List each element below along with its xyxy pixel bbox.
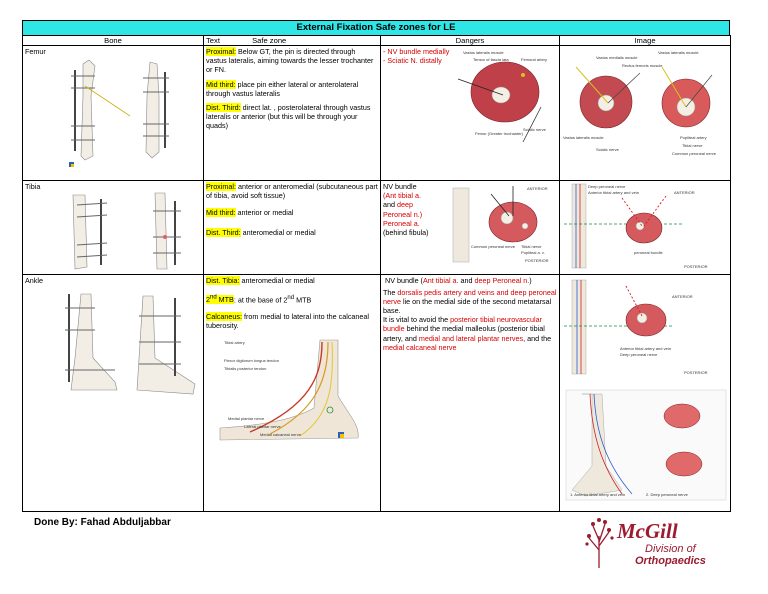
ankle-d-vital: It is vital to avoid the [383,315,451,325]
tibia-dist-text: anteromedial or medial [240,227,316,237]
tibia-img-posterior: POSTERIOR [684,264,708,269]
logo-line1: Division of [645,543,696,555]
ankle-fixator-illustration [25,286,201,406]
femur-cs-label-femur: Femur (Greater trochanter) [475,131,524,136]
ankle-image-illustration [562,276,728,506]
femur-mid-tag: Mid third: [206,79,236,89]
sheet-title: External Fixation Safe zones for LE [22,20,730,35]
header-safe-zone: Safe zone [252,36,287,45]
ankle-d-and: and [458,276,475,286]
header-dangers: Dangers [381,36,560,46]
ankle-dangers-cell [381,275,560,512]
femur-image-illustration [562,47,728,165]
ankle-mtb-sup: nd [210,294,217,301]
tibia-label: Tibia [25,182,41,191]
tibia-cs-posterior: POSTERIOR [525,258,549,263]
femur-img-label-4: Vastus lateralis muscle [563,135,604,140]
femur-dist-text: direct lat. , posterolateral through vastus lateralis or anterior (but this will be through your quads) [206,103,371,131]
ankle-d-calc: medial calcaneal nerve [383,342,457,352]
header-bone: Bone [23,36,204,46]
ankle-fig-tp: Tibialis posterior tendon [224,365,267,371]
ankle-img-posterior: POSTERIOR [684,370,708,376]
ankle-bone-cell [23,275,204,512]
femur-cs-label-tfl: Tensor of fascia lata [473,57,509,62]
ankle-d-dorsalis: dorsalis pedis artery and veins and deep peroneal nerve [383,287,557,306]
header-image: Image [560,36,731,46]
ankle-img-deep-peroneal: Deep peroneal nerve [620,352,658,358]
ankle-d-ant: Ant tibial a. [422,276,459,286]
ankle-medial-foot-illustration [210,336,380,448]
ankle-mtb-end: MTB [294,295,312,304]
tibia-danger-deep: deep Peroneal n.) [383,200,423,219]
femur-img-label-6: Popliteal artery [680,135,707,140]
tibia-cs-tibial: Tibial nerve [521,244,542,249]
femur-img-label-5: Sciatic nerve [596,147,619,152]
author-credit: Done By: Fahad Abduljabbar [34,517,171,528]
tibia-img-deep-peroneal: Deep peroneal nerve [588,184,626,189]
femur-fixator-illustration [25,56,201,168]
tibia-danger-and: and [383,200,395,210]
ankle-dist-text: anteromedial or medial [239,276,315,286]
femur-cross-section-illustration [453,47,557,147]
femur-img-label-2: Vastus lateralis muscle [658,50,699,55]
tibia-bone-cell [23,181,204,275]
ankle-mtb-text: : at the base of 2 [233,295,288,304]
ankle-image-cell [560,275,731,512]
ankle-d-andthe: , and the [523,333,552,343]
tibia-cs-cpn: Common peroneal nerve [471,244,516,249]
header-row [23,36,731,46]
tibia-img-peroneal-bundle: peroneal bundle [634,250,663,255]
ankle-calc-text: from medial to lateral into the calcaneal tuberosity. [206,312,370,331]
femur-safe-zone-cell [204,46,381,181]
tibia-fixator-illustration [25,191,201,271]
safe-zones-sheet [22,20,730,512]
femur-bone-cell [23,46,204,181]
tibia-image-illustration [562,182,728,270]
row-tibia [23,181,731,275]
femur-img-label-7: Tibial nerve [682,143,703,148]
femur-image-cell [560,46,731,181]
tibia-img-anterior: ANTERIOR [674,190,695,195]
ankle-img-ant-tibial: Anterior tibial artery and vein [620,346,671,352]
ankle-mtb-sup2: nd [287,294,295,301]
tibia-cross-section-illustration [443,182,555,266]
tibia-danger-peroneal: Peroneal a. [383,218,420,228]
tibia-danger-ant: (Ant tibial a. [383,191,421,201]
femur-proximal-text: Below GT, the pin is directed through vastus lateralis, aiming towards the lesser trochanter or FN. [206,47,374,75]
ankle-d-nv: NV bundle ( [385,276,423,286]
tibia-dangers-cell [381,181,560,275]
femur-danger-nv: - NV bundle medially [383,47,450,56]
logo-line2: Orthopaedics [635,555,706,567]
header-text-safe-zone [204,36,381,46]
tibia-mid-tag: Mid third: [206,208,236,218]
ankle-mtb-tag: MTB [216,295,234,304]
femur-label: Femur [25,47,46,56]
header-text: Text [206,36,220,45]
tibia-danger-behind: (behind fibula) [383,228,429,238]
row-femur [23,46,731,181]
ankle-d-lie: lie on the medial side of the second metatarsal base. [383,296,552,316]
ankle-img-anterior: ANTERIOR [672,294,693,300]
mcgill-logo [583,514,733,570]
safe-zones-table [22,35,731,512]
tibia-cs-anterior: ANTERIOR [527,186,548,191]
femur-proximal-tag: Proximal: [206,47,236,56]
femur-dist-tag: Dist. Third: [206,103,241,113]
ankle-d-close: ) [529,276,532,286]
femur-cs-label-sciatic: Sciatic nerve [523,127,546,132]
ankle-d-the: The [383,287,398,297]
ankle-fig-tibial-artery: Tibial artery [224,339,245,345]
tibia-mid-text: anterior or medial [235,208,294,218]
ankle-img-legend-2: 2. Deep peroneal nerve [646,492,688,498]
femur-img-label-3: Rectus femoris muscle [622,63,663,68]
ankle-dist-tag: Dist. Tibia: [206,276,240,286]
femur-danger-sciatic: - Sciatic N. distally [383,56,442,66]
tibia-cs-popliteal: Popliteal a. v. [521,250,545,255]
tibia-safe-zone-cell [204,181,381,275]
tibia-danger-head: NV bundle [383,182,417,191]
tibia-dist-tag: Dist. Third: [206,227,241,237]
ankle-d-ptnb: posterior tibial neurovascular bundle [383,315,543,334]
logo-name: McGill [617,519,678,543]
mcgill-tree-icon [583,514,733,570]
ankle-calc-tag: Calcaneus: [206,312,242,322]
ankle-img-legend-1: 1. Anterior tibial artery and vein [570,492,626,498]
femur-dangers-cell [381,46,560,181]
tibia-image-cell [560,181,731,275]
femur-img-label-8: Common peroneal nerve [672,151,717,156]
ankle-safe-zone-cell [204,275,381,512]
ankle-fig-mpn: Medial plantar nerve [228,415,265,421]
ankle-d-plantar: medial and lateral plantar nerves [418,333,524,343]
ankle-fig-mcn: Medial calcaneal nerve [260,431,301,437]
femur-img-label-1: Vastus medialis muscle [596,55,638,60]
ankle-d-deep: deep Peroneal n. [474,276,530,286]
tibia-proximal-tag: Proximal: [206,182,236,191]
tibia-img-ant-tibial: Anterior tibial artery and vein [588,190,639,195]
ankle-fig-lpn: Lateral plantar nerve [244,423,281,429]
femur-mid-text: place pin either lateral or anterolateral through vastus lateralis [206,79,359,98]
ankle-d-behind: behind the medial malleolus (posterior tibial artery, and [383,324,545,343]
ankle-mtb-num: 2 [206,295,210,304]
ankle-label: Ankle [25,276,43,286]
femur-cs-label-vl: Vastus lateralis muscle [463,50,504,55]
ankle-fig-fdl: Flexor digitorum longus tendon [224,357,279,363]
row-ankle [23,275,731,512]
femur-cs-label-fa: Femoral artery [521,57,548,62]
tibia-proximal-text: anterior or anteromedial (subcutaneous part of tibia, avoid soft tissue) [206,182,378,201]
